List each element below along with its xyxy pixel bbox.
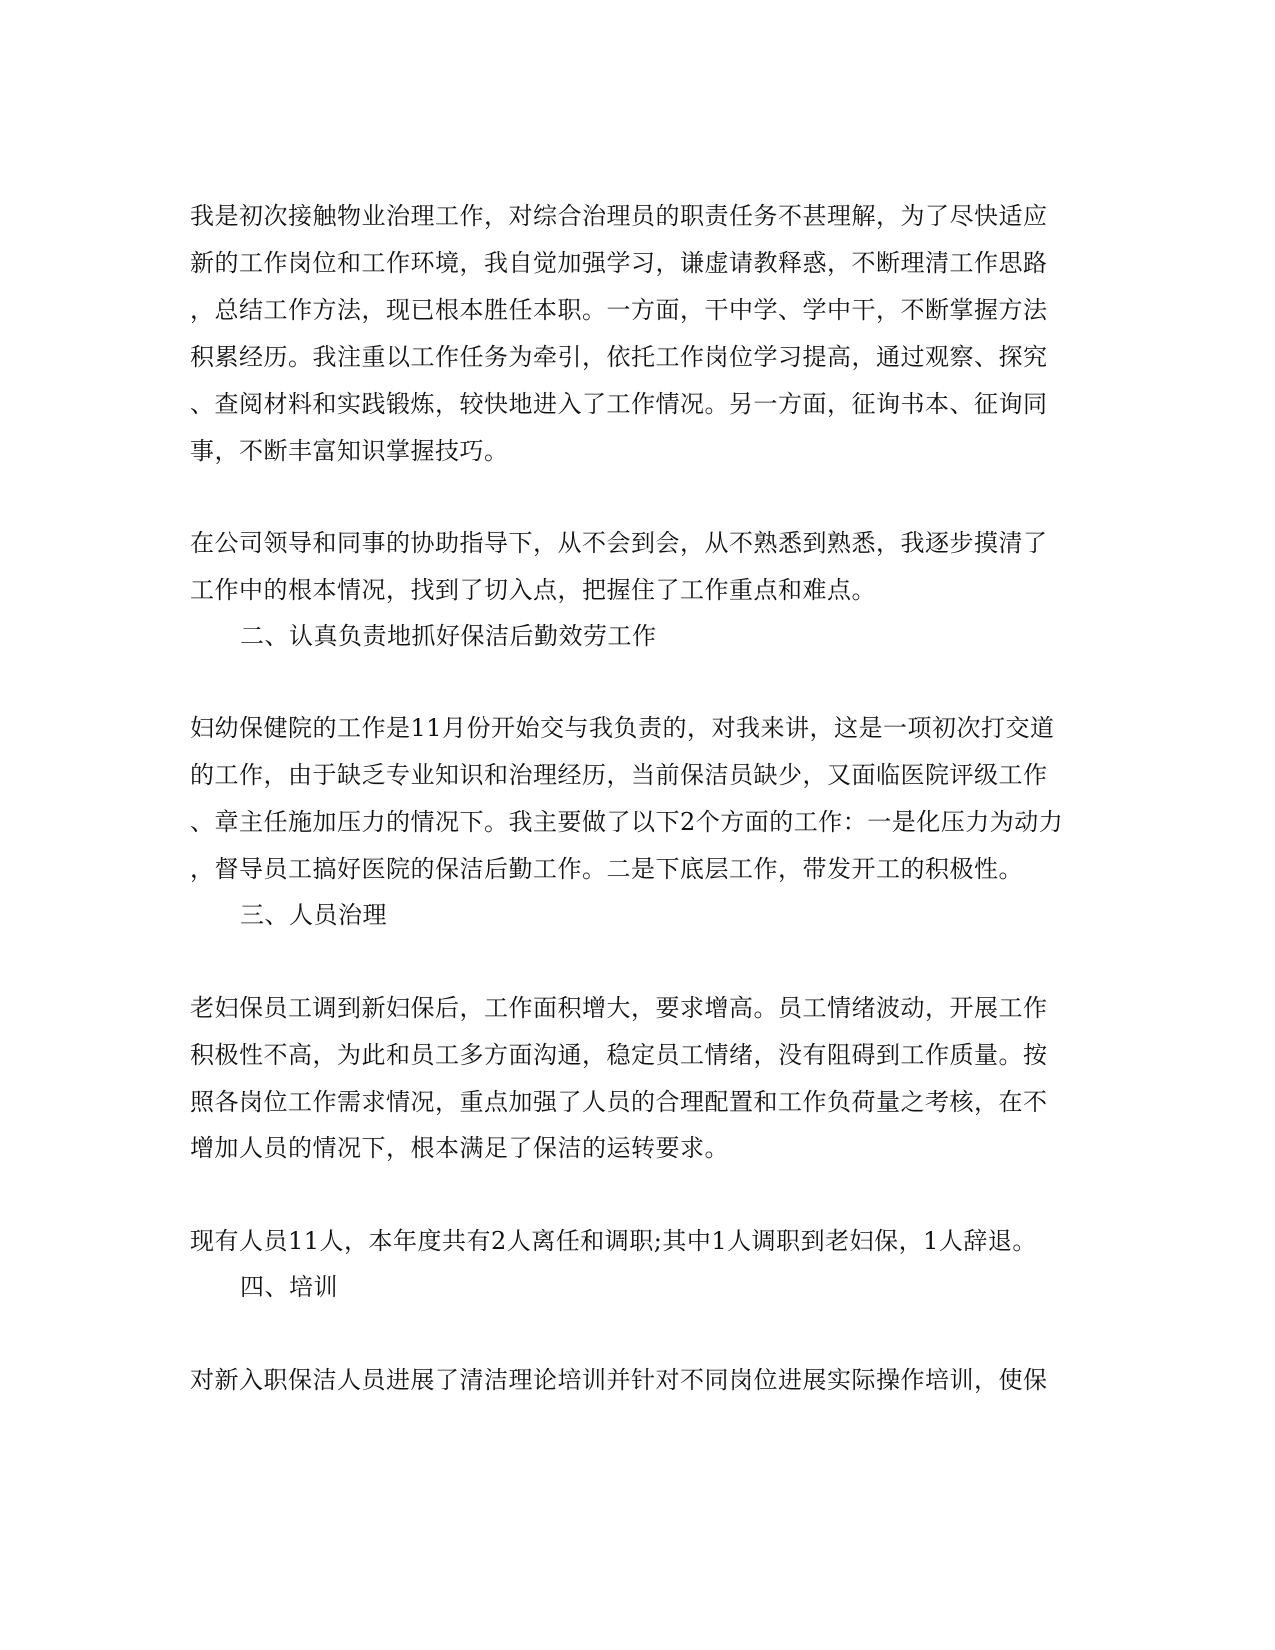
paragraph-4-line-4: 增加人员的情况下，根本满足了保洁的运转要求。 (190, 1134, 729, 1162)
paragraph-2-line-1: 在公司领导和同事的协助指导下，从不会到会，从不熟悉到熟悉，我逐步摸清了 (190, 529, 1048, 557)
paragraph-1-line-6: 事，不断丰富知识掌握技巧。 (190, 437, 509, 465)
paragraph-1-line-1: 我是初次接触物业治理工作，对综合治理员的职责任务不甚理解，为了尽快适应 (190, 202, 1048, 230)
paragraph-6-line-1: 对新入职保洁人员进展了清洁理论培训并针对不同岗位进展实际操作培训，使保 (190, 1366, 1048, 1394)
section-heading-2: 二、认真负责地抓好保洁后勤效劳工作 (240, 622, 657, 650)
paragraph-1-line-2: 新的工作岗位和工作环境，我自觉加强学习，谦虚请教释惑，不断理清工作思路 (190, 249, 1048, 277)
paragraph-1-line-4: 积累经历。我注重以工作任务为牵引，依托工作岗位学习提高，通过观察、探究 (190, 343, 1048, 371)
paragraph-3-line-1: 妇幼保健院的工作是11月份开始交与我负责的，对我来讲，这是一项初次打交道 (190, 714, 1055, 742)
paragraph-4-line-1: 老妇保员工调到新妇保后，工作面积增大，要求增高。员工情绪波动，开展工作 (190, 994, 1048, 1022)
paragraph-3-line-4: ，督导员工搞好医院的保洁后勤工作。二是下底层工作，带发开工的积极性。 (190, 855, 1023, 883)
paragraph-1-line-5: 、查阅材料和实践锻炼，较快地进入了工作情况。另一方面，征询书本、征询同 (190, 390, 1048, 418)
section-heading-4: 四、培训 (240, 1273, 338, 1301)
paragraph-3-line-2: 的工作，由于缺乏专业知识和治理经历，当前保洁员缺少，又面临医院评级工作 (190, 761, 1048, 789)
paragraph-5-line-1: 现有人员11人，本年度共有2人离任和调职;其中1人调职到老妇保，1人辞退。 (190, 1227, 1037, 1255)
paragraph-1-line-3: ，总结工作方法，现已根本胜任本职。一方面，干中学、学中干，不断掌握方法 (190, 296, 1048, 324)
paragraph-4-line-2: 积极性不高，为此和员工多方面沟通，稳定员工情绪，没有阻碍到工作质量。按 (190, 1041, 1048, 1069)
paragraph-3-line-3: 、章主任施加压力的情况下。我主要做了以下2个方面的工作：一是化压力为动力 (190, 808, 1064, 836)
paragraph-4-line-3: 照各岗位工作需求情况，重点加强了人员的合理配置和工作负荷量之考核，在不 (190, 1088, 1048, 1116)
section-heading-3: 三、人员治理 (240, 901, 387, 929)
paragraph-2-line-2: 工作中的根本情况，找到了切入点，把握住了工作重点和难点。 (190, 576, 876, 604)
